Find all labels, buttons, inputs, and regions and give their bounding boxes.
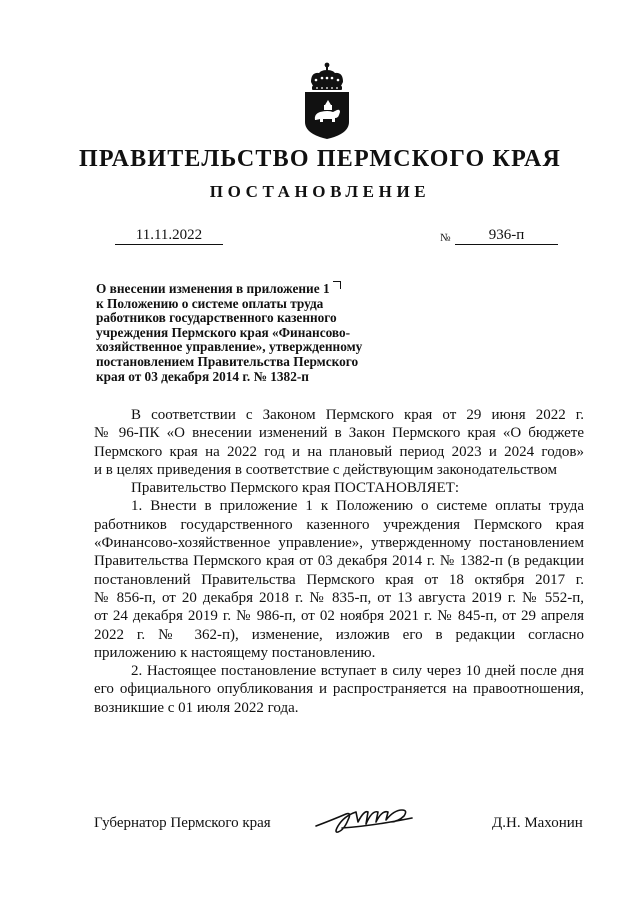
body-line: Правительства Пермского края от 03 декабря 2014 г. № 1382-п (в редакции: [94, 553, 584, 570]
signatory-name: Д.Н. Махонин: [492, 815, 583, 831]
paragraph-item-1: [94, 497, 584, 662]
document-body: [94, 406, 584, 717]
subject-line: учреждения Пермского края «Финансово-: [96, 324, 351, 340]
body-line: № 856-п, от 20 декабря 2018 г. № 835-п, от 13 августа 2019 г. № 552-п,: [94, 589, 584, 606]
body-line: 2. Настоящее постановление вступает в силу через 10 дней после дня: [131, 663, 584, 680]
subject-line: О внесении изменения в приложение 1: [96, 281, 416, 297]
body-line: 2022 г. № 362-п), изменение, изложив его в редакции согласно: [94, 626, 584, 643]
paragraph-resolves: [94, 479, 584, 497]
body-line: № 96-ПК «О внесении изменений в Закон Пермского края «О бюджете: [94, 425, 584, 442]
coat-of-arms-icon: [302, 62, 352, 140]
body-line: 1. Внести в приложение 1 к Положению о системе оплаты труда: [131, 498, 584, 515]
body-line: Пермского края на 2022 год и на плановый период 2023 и 2024 годов»: [94, 443, 584, 460]
body-line: «Финансово-хозяйственное управление», утвержденному постановлением: [94, 535, 584, 552]
body-line: от 24 декабря 2019 г. № 986-п, от 02 ноября 2021 г. № 845-п, от 29 апреля: [94, 608, 584, 625]
subject-line: к Положению о системе оплаты труда: [96, 295, 324, 311]
paragraph-item-2: [94, 662, 584, 717]
signatory-title: Губернатор Пермского края: [94, 815, 271, 831]
document-type: ПОСТАНОВЛЕНИЕ: [209, 182, 431, 201]
document-subject: [96, 281, 416, 384]
body-line: и в целях приведения в соответствие с действующим законодательством: [94, 461, 557, 478]
subject-line: постановлением Правительства Пермского: [96, 353, 359, 369]
signature-icon: [312, 800, 422, 840]
body-line: Правительство Пермского края ПОСТАНОВЛЯЕТ:: [131, 480, 460, 497]
body-line: постановлений Правительства Пермского края от 18 октября 2017 г.: [94, 571, 584, 588]
number-sign: №: [440, 232, 451, 244]
document-date: 11.11.2022: [115, 226, 223, 245]
corner-bracket-icon: [333, 281, 341, 289]
subject-line: края от 03 декабря 2014 г. № 1382-п: [96, 368, 309, 384]
body-line: приложению к настоящему постановлению.: [94, 644, 376, 661]
body-line: В соответствии с Законом Пермского края от 29 июня 2022 г.: [131, 407, 584, 423]
body-line: работников государственного казенного учреждения Пермского края: [94, 516, 584, 533]
subject-line: хозяйственное управление», утвержденному: [96, 339, 363, 355]
body-line: его официального опубликования и распространяется на правоотношения,: [94, 681, 584, 698]
subject-line: работников государственного казенного: [96, 310, 337, 326]
paragraph-preamble: [94, 406, 584, 479]
body-line: возникшие с 01 июля 2022 года.: [94, 699, 299, 716]
document-number: 936-п: [455, 226, 558, 245]
government-title: ПРАВИТЕЛЬСТВО ПЕРМСКОГО КРАЯ: [78, 146, 562, 172]
